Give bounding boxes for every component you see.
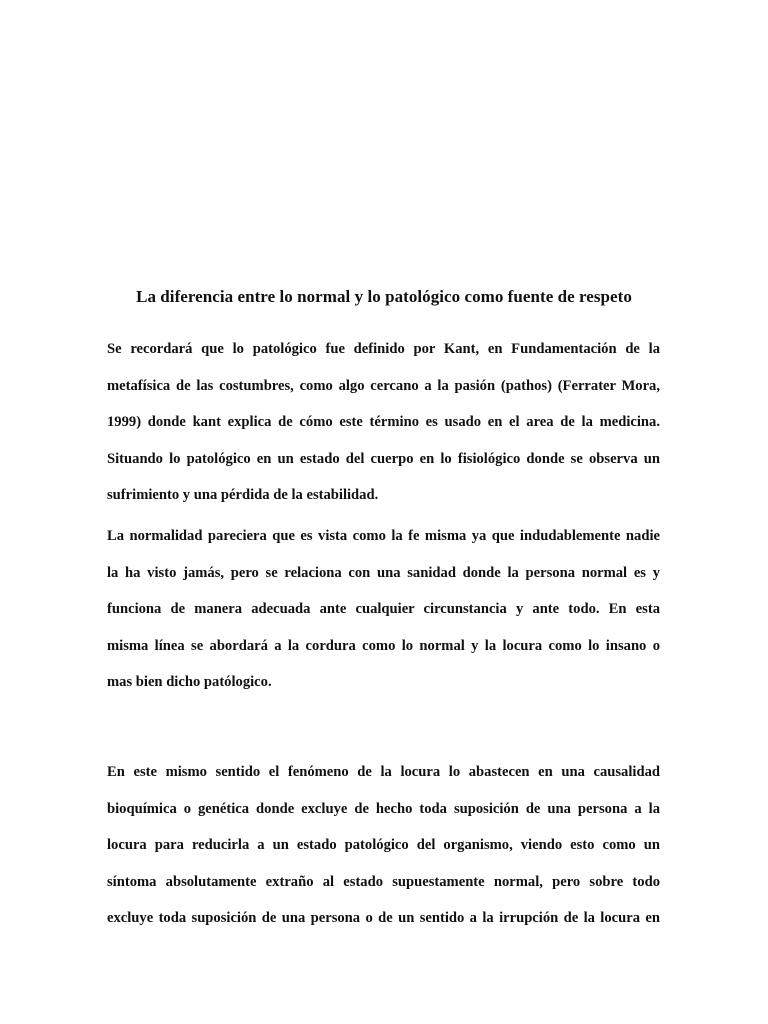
paragraph-2-line-4: misma línea se abordará a la cordura como lo normal y la locura como lo insano o (107, 637, 660, 654)
paragraph-3-line-1: En este mismo sentido el fenómeno de la locura lo abastecen en una causalidad (107, 764, 660, 780)
paragraph-1 (107, 331, 660, 514)
paragraph-3-line-2: bioquímica o genética donde excluye de hecho toda suposición de una persona a la (107, 800, 660, 817)
paragraph-2 (107, 518, 660, 701)
paragraph-3-line-4: síntoma absolutamente extraño al estado supuestamente normal, pero sobre todo (107, 873, 660, 890)
paragraph-3-line-3: locura para reducirla a un estado patológico del organismo, viendo esto como un (107, 837, 660, 854)
paragraph-1-line-5: sufrimiento y una pérdida de la estabilidad. (107, 487, 379, 504)
paragraph-2-line-5: mas bien dicho patólogico. (107, 674, 272, 691)
document-title: La diferencia entre lo normal y lo patológico como fuente de respeto (136, 287, 632, 306)
paragraph-2-line-2: la ha visto jamás, pero se relaciona con una sanidad donde la persona normal es y (107, 564, 660, 581)
paragraph-1-line-4: Situando lo patológico en un estado del cuerpo en lo fisiológico donde se observa un (107, 450, 660, 467)
paragraph-1-line-2: metafísica de las costumbres, como algo cercano a la pasión (pathos) (Ferrater Mora, (107, 377, 660, 394)
paragraph-1-line-3: 1999) donde kant explica de cómo este término es usado en el area de la medicina. (107, 414, 660, 431)
paragraph-1-line-1: Se recordará que lo patológico fue definido por Kant, en Fundamentación de la (107, 341, 660, 357)
paragraph-3 (107, 754, 660, 937)
paragraph-2-line-1: La normalidad pareciera que es vista como la fe misma ya que indudablemente nadie (107, 528, 660, 544)
paragraph-3-line-5: excluye toda suposición de una persona o de un sentido a la irrupción de la locura en (107, 910, 660, 927)
paragraph-2-line-3: funciona de manera adecuada ante cualquier circunstancia y ante todo. En esta (107, 601, 660, 618)
